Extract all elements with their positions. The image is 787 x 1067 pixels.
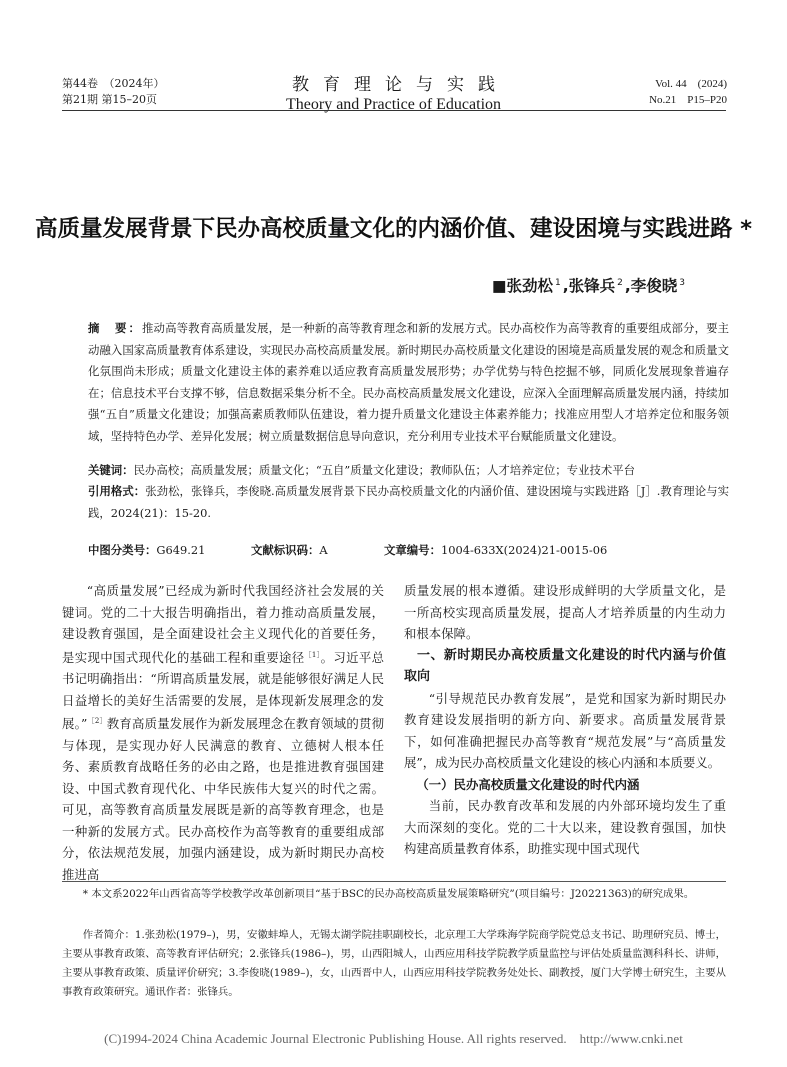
footnote-rule [62, 881, 726, 882]
body-paragraph: “高质量发展”已经成为新时代我国经济社会发展的关键词。党的二十大报告明确指出，着力推动高质量发展，建设教育强国，是全面建设社会主义现代化的首要任务，是实现中国式现代化的基础工程和重要途径$^{[1]}$。习近平总书记明确指出：“所谓高质量发展，就是能够很好满足人民日益增长的美好生活需要的发展，是体现新发展理念的发展。”$^{[2]}$教育高质量发展作为新发展理念在教育领域的贯彻与体现，是实现办好人民满意的教育、立德树人根本任务、素质教育战略任务的必由之路，也是推进教育强国建设、中国式教育现代化、中华民族伟大复兴的时代之需。可见，高等教育高质量发展既是新的高等教育理念，也是一种新的发展方式。民办高校作为高等教育的重要组成部分，依法规范发展，加强内涵建设，成为新时期民办高校推进高 [62, 583, 385, 882]
body-column-right [404, 580, 726, 860]
journal-name-en: Theory and Practice of Education [285, 96, 502, 113]
author-name: 张锋兵 [568, 277, 616, 295]
reference-marker: ［2］ [87, 717, 107, 725]
keywords-text: 民办高校；高质量发展；质量文化；“五自”质量文化建设；教师队伍；人才培养定位；专业技术平台 [133, 463, 636, 477]
citation [88, 481, 729, 524]
fund-footnote: * 本文系2022年山西省高等学校教学改革创新项目“基于BSC的民办高校高质量发展策略研究”(项目编号：J20221363)的研究成果。 [82, 888, 695, 900]
reference-marker: ［1］ [304, 650, 321, 659]
body-paragraph: 当前，民办教育改革和发展的内外部环境均发生了重大而深刻的变化。党的二十大以来，建设教育强国，加快构建高质量教育体系，助推实现中国式现代 [404, 798, 726, 856]
classification-line [88, 542, 607, 558]
doc-code-value: A [319, 543, 328, 557]
abstract-label: 摘 要： [88, 321, 143, 335]
subsection-heading: （一）民办高校质量文化建设的时代内涵 [416, 776, 640, 792]
author-affil: 3 [679, 278, 685, 288]
clc-label: 中图分类号： [88, 543, 157, 557]
clc-value: G649.21 [156, 543, 206, 557]
abstract [88, 318, 729, 448]
article-title: 高质量发展背景下民办高校质量文化的内涵价值、建设困境与实践进路 * [34, 216, 753, 242]
author-marker: ■ [491, 277, 507, 295]
author-name: 李俊晓 [630, 277, 678, 295]
issue-pages-en: No.21 P15–P20 [649, 94, 727, 106]
issue-pages: 第21期 第15–20页 [62, 93, 157, 106]
citation-text: 张劲松，张锋兵，李俊晓.高质量发展背景下民办高校质量文化的内涵价值、建设困境与实践进路［J］.教育理论与实践，2024(21)：15-20. [88, 484, 729, 520]
keywords-label: 关键词： [88, 463, 134, 477]
body-paragraph: “引导规范民办教育发展”，是党和国家为新时期民办教育建设发展指明的新方向、新要求。高质量发展背景下，如何准确把握民办高等教育“规范发展”与“高质量发展”，成为民办高校质量文化建设的核心内涵和本质要义。 [404, 690, 726, 770]
citation-label: 引用格式： [88, 484, 146, 498]
copyright-footer: (C)1994-2024 China Academic Journal Electronic Publishing House. All rights reserved. http://www.cnki.net [104, 1031, 683, 1046]
article-number-item [384, 542, 607, 558]
body-paragraph: 质量发展的根本遵循。建设形成鲜明的大学质量文化，是一所高校实现高质量发展，提高人才培养质量的内生动力和根本保障。 [404, 583, 726, 641]
author-bio-footnote: 作者简介：1.张劲松(1979–)，男，安徽蚌埠人，无锡太湖学院挂职副校长，北京理工大学珠海学院商学院党总支书记、助理研究员、博士，主要从事教育政策、高等教育评估研究；2.张锋兵(1986–)，男，山西阳城人，山西应用科技学院教学质量监控与评估处质量监测科科长、讲师，主要从事教育政策、质量评价研究；3.李俊晓(1989–)，女，山西晋中人，山西应用科技学院教务处处长、副教授，厦门大学博士研究生，主要从事教育政策研究。通讯作者：张锋兵。 [62, 929, 726, 998]
keywords [88, 460, 729, 482]
author-affil: 1 [554, 278, 561, 288]
volume-year-en: Vol. 44 (2024) [655, 78, 727, 90]
running-header-right [649, 76, 727, 108]
volume-year: 第44卷 （2024年） [62, 77, 165, 90]
section-heading: 一、新时期民办高校质量文化建设的时代内涵与价值取向 [404, 647, 726, 684]
article-number-label: 文章编号： [384, 543, 441, 557]
doc-code-item [251, 542, 384, 558]
body-column-left [62, 580, 384, 885]
abstract-text: 推动高等教育高质量发展，是一种新的高等教育理念和新的发展方式。民办高校作为高等教育的重要组成部分，要主动融入国家高质量教育体系建设，实现民办高校高质量发展。新时期民办高校质量文化建设的困境是高质量发展的观念和质量文化氛围尚未形成；质量文化建设主体的素养难以适应教育高质量发展形势；办学优势与特色挖掘不够，同质化发展现象普遍存在；信息技术平台支撑不够，信息数据采集分析不全。民办高校高质量发展文化建设，应深入全面理解高质量发展内涵，持续加强“五自”质量文化建设；加强高素质教师队伍建设，着力提升质量文化建设主体素养能力；找准应用型人才培养定位和服务领域，坚持特色办学、差异化发展；树立质量数据信息导向意识，充分利用专业技术平台赋能质量文化建设。 [88, 321, 729, 443]
author-name: 张劲松 [506, 277, 553, 295]
author-line: ■张劲松 $^1$ ,张锋兵 $^2$ ,李俊晓 $^3$ [491, 277, 685, 295]
header-rule [62, 110, 726, 111]
article-number-value: 1004-633X(2024)21-0015-06 [440, 543, 608, 557]
journal-name-zh: 教育理论与实践 [292, 75, 509, 95]
author-affil: 2 [617, 278, 623, 288]
doc-code-label: 文献标识码： [251, 543, 320, 557]
clc-item [88, 542, 251, 558]
